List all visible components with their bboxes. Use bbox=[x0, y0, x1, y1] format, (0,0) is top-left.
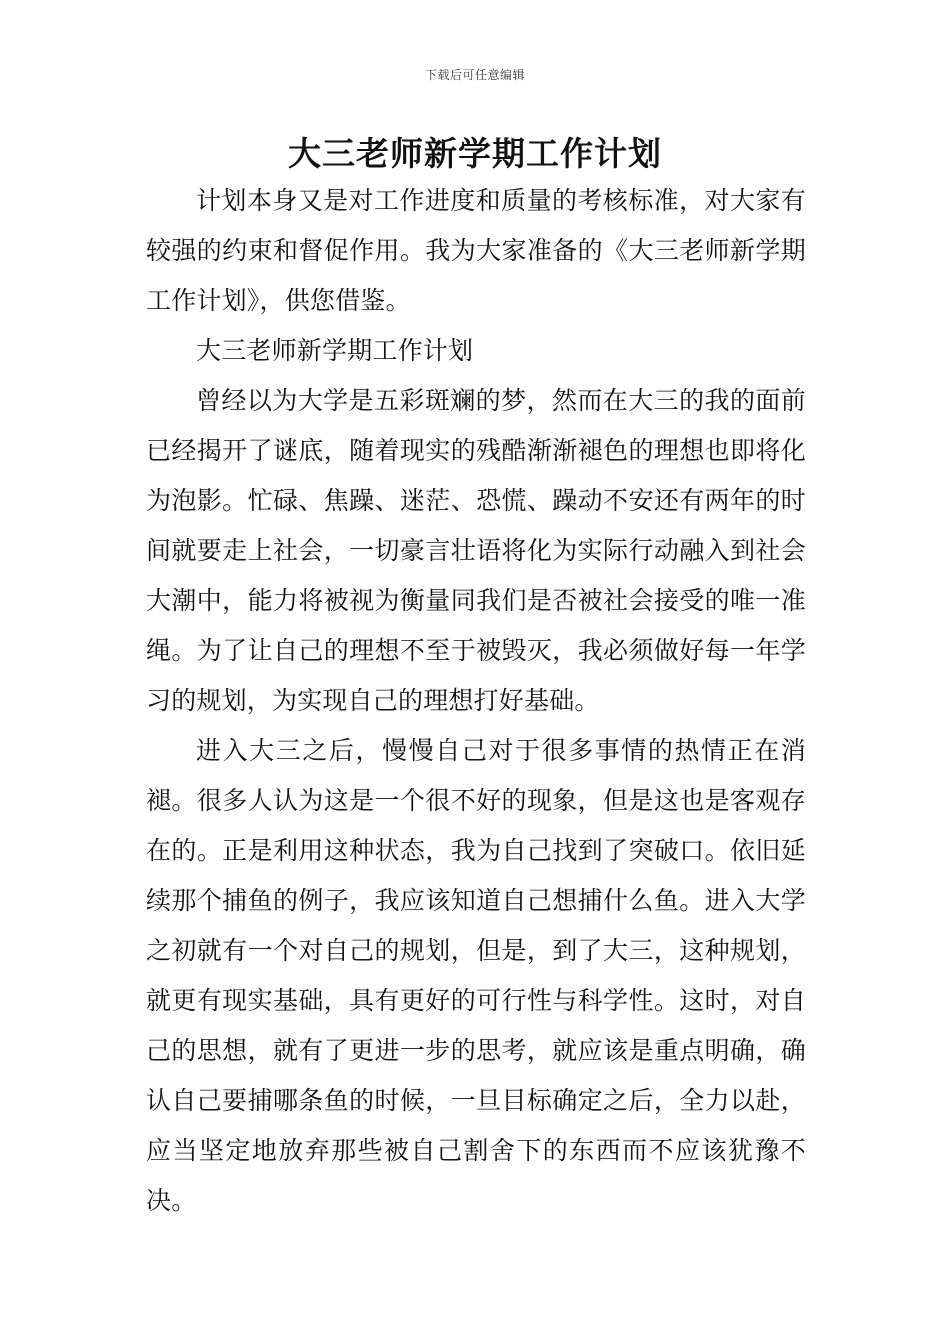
header-note: 下载后可任意编辑 bbox=[424, 68, 525, 82]
document-body bbox=[146, 176, 806, 1226]
body-paragraph: 曾经以为大学是五彩斑斓的梦，然而在大三的我的面前已经揭开了谜底，随着现实的残酷渐渐褪色的理想也即将化为泡影。忙碌、焦躁、迷茫、恐慌、躁动不安还有两年的时间就要走上社会，一切豪言壮语将化为实际行动融入到社会大潮中，能力将被视为衡量同我们是否被社会接受的唯一准绳。为了让自己的理想不至于被毁灭，我必须做好每一年学习的规划，为实现自己的理想打好基础。 bbox=[146, 386, 806, 715]
document-title: 大三老师新学期工作计划 bbox=[288, 134, 662, 173]
subtitle-paragraph: 大三老师新学期工作计划 bbox=[196, 336, 474, 365]
intro-paragraph: 计划本身又是对工作进度和质量的考核标准，对大家有较强的约束和督促作用。我为大家准备的《大三老师新学期工作计划》，供您借鉴。 bbox=[146, 186, 806, 315]
body-paragraph: 进入大三之后，慢慢自己对于很多事情的热情正在消褪。很多人认为这是一个很不好的现象，但是这也是客观存在的。正是利用这种状态，我为自己找到了突破口。依旧延续那个捕鱼的例子，我应该知道自己想捕什么鱼。进入大学之初就有一个对自己的规划，但是，到了大三，这种规划，就更有现实基础，具有更好的可行性与科学性。这时，对自己的思想，就有了更进一步的思考，就应该是重点明确，确认自己要捕哪条鱼的时候，一旦目标确定之后，全力以赴，应当坚定地放弃那些被自己割舍下的东西而不应该犹豫不决。 bbox=[146, 736, 806, 1215]
